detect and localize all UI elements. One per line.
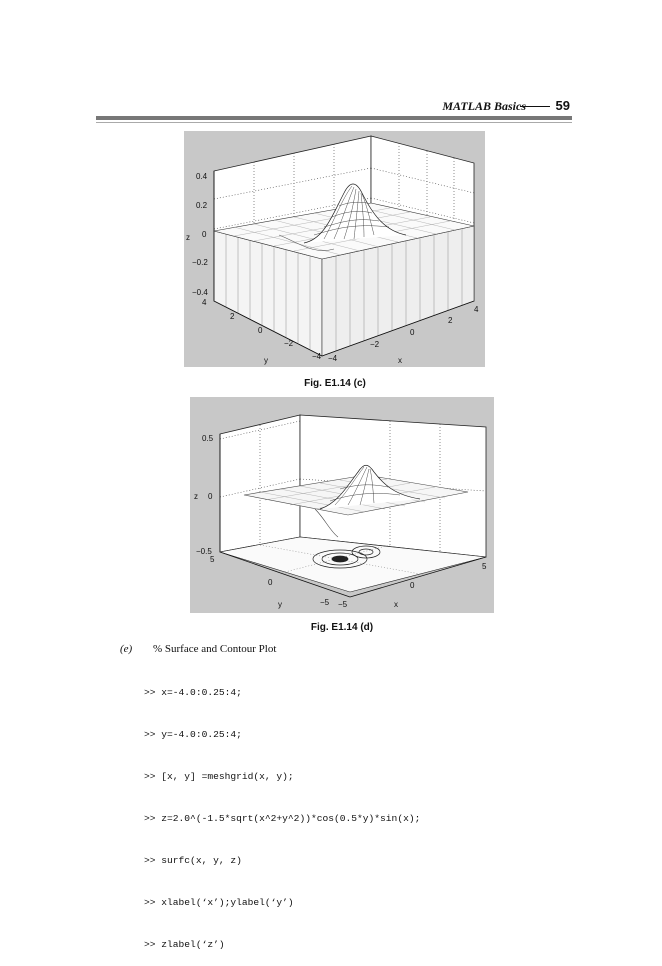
code-line: >> x=-4.0:0.25:4; bbox=[144, 687, 242, 698]
x-tick: −2 bbox=[370, 340, 380, 349]
header-rule bbox=[96, 116, 572, 120]
y-axis-label: y bbox=[278, 600, 282, 609]
z-tick: −0.2 bbox=[192, 258, 208, 267]
figure-c bbox=[184, 131, 485, 367]
y-tick: −5 bbox=[320, 598, 330, 607]
z-tick: −0.5 bbox=[196, 547, 212, 556]
z-tick: 0.4 bbox=[196, 172, 208, 181]
code-line: >> xlabel(‘x’);ylabel(‘y’) bbox=[144, 897, 294, 908]
running-header bbox=[96, 96, 572, 116]
z-tick: 0.2 bbox=[196, 201, 208, 210]
header-title: MATLAB Basics bbox=[442, 99, 526, 113]
x-tick: 0 bbox=[410, 581, 415, 590]
x-axis-label: x bbox=[398, 356, 402, 365]
figure-d-caption: Fig. E1.14 (d) bbox=[310, 622, 374, 633]
x-tick: 5 bbox=[482, 562, 487, 571]
code-line: >> z=2.0^(-1.5*sqrt(x^2+y^2))*cos(0.5*y)*sin(x); bbox=[144, 813, 421, 824]
x-tick: −5 bbox=[338, 600, 348, 609]
section-label: (e) bbox=[120, 643, 133, 655]
header-rule-thin bbox=[96, 122, 572, 123]
y-tick: −4 bbox=[312, 352, 322, 361]
section-heading bbox=[120, 643, 276, 655]
figure-c-plot bbox=[184, 131, 485, 367]
z-tick: −0.4 bbox=[192, 288, 208, 297]
x-axis-label: x bbox=[394, 600, 398, 609]
header-dash bbox=[520, 106, 550, 107]
page-number: 59 bbox=[555, 98, 570, 113]
y-tick: 4 bbox=[202, 298, 207, 307]
figure-c-caption: Fig. E1.14 (c) bbox=[304, 378, 366, 389]
x-tick: 0 bbox=[410, 328, 415, 337]
section-title: % Surface and Contour Plot bbox=[152, 643, 277, 655]
y-tick: −2 bbox=[284, 339, 294, 348]
x-tick: 4 bbox=[474, 305, 479, 314]
code-block bbox=[144, 658, 420, 966]
y-tick: 2 bbox=[230, 312, 235, 321]
figure-d bbox=[190, 397, 494, 613]
code-line: >> surfc(x, y, z) bbox=[144, 855, 242, 866]
code-line: >> y=-4.0:0.25:4; bbox=[144, 729, 242, 740]
y-axis-label: y bbox=[264, 356, 268, 365]
x-tick: −4 bbox=[328, 354, 338, 363]
y-tick: 0 bbox=[258, 326, 263, 335]
z-axis-label: z bbox=[194, 492, 198, 501]
code-line: >> [x, y] =meshgrid(x, y); bbox=[144, 771, 294, 782]
code-line: >> zlabel(‘z’) bbox=[144, 939, 225, 950]
y-tick: 5 bbox=[210, 555, 215, 564]
z-tick: 0 bbox=[208, 492, 213, 501]
x-tick: 2 bbox=[448, 316, 453, 325]
z-tick: 0 bbox=[202, 230, 207, 239]
z-axis-label: z bbox=[186, 233, 190, 242]
y-tick: 0 bbox=[268, 578, 273, 587]
back-wall-left bbox=[220, 415, 300, 552]
figure-d-plot bbox=[190, 397, 494, 613]
z-tick: 0.5 bbox=[202, 434, 214, 443]
